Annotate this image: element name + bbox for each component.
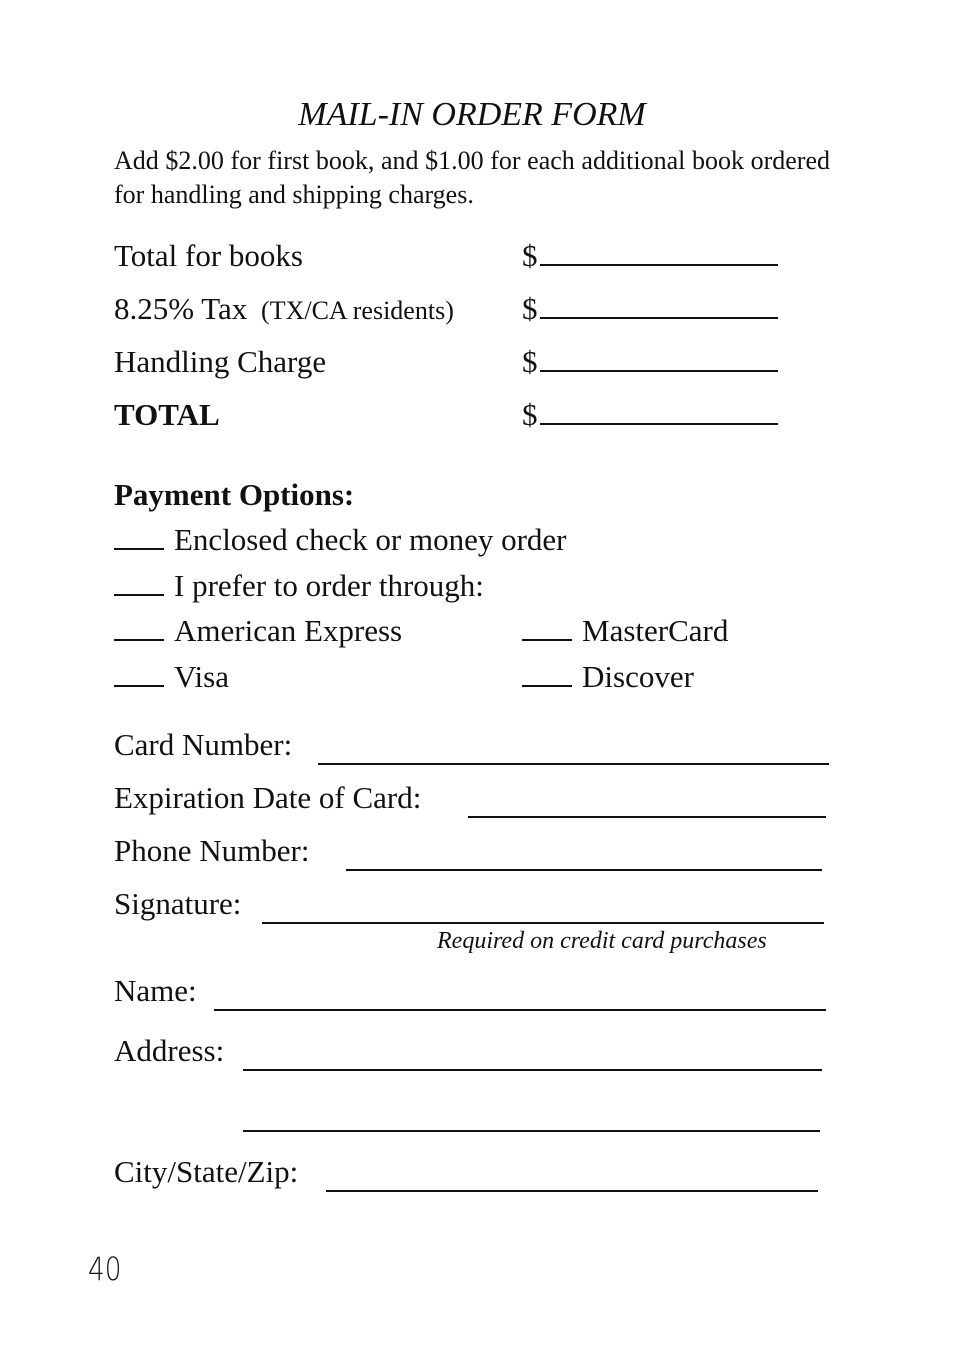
prefer-blank[interactable]	[114, 568, 164, 596]
dollar-sign: $	[522, 291, 538, 326]
card-number-label: Card Number:	[114, 727, 293, 762]
phone-label: Phone Number:	[114, 833, 310, 868]
option-prefer[interactable]	[114, 568, 484, 604]
tax-note: (TX/CA residents)	[261, 296, 454, 325]
dollar-sign: $	[522, 344, 538, 379]
option-check[interactable]	[114, 522, 567, 558]
name-field[interactable]	[214, 1009, 826, 1011]
shipping-instructions: Add $2.00 for first book, and $1.00 for each additional book ordered for handling and shipping charges.	[114, 146, 830, 209]
grand-total-field[interactable]	[522, 397, 778, 433]
discover-blank[interactable]	[522, 659, 572, 687]
amex-blank[interactable]	[114, 613, 164, 641]
handling-blank[interactable]	[540, 344, 778, 372]
card-number-field[interactable]	[318, 763, 829, 765]
total-books-label: Total for books	[114, 238, 303, 273]
option-visa[interactable]	[114, 659, 229, 695]
dollar-sign: $	[522, 397, 538, 432]
tax-field[interactable]	[522, 291, 778, 327]
payment-options-heading: Payment Options:	[114, 477, 355, 512]
grand-total-label: TOTAL	[114, 397, 220, 432]
signature-field[interactable]	[262, 922, 824, 924]
option-discover[interactable]	[522, 659, 694, 695]
option-amex[interactable]	[114, 613, 402, 649]
visa-blank[interactable]	[114, 659, 164, 687]
address-field-line1[interactable]	[243, 1069, 822, 1071]
tax-blank[interactable]	[540, 291, 778, 319]
phone-field[interactable]	[346, 869, 822, 871]
total-books-blank[interactable]	[540, 238, 778, 266]
mastercard-blank[interactable]	[522, 613, 572, 641]
option-mastercard-label: MasterCard	[582, 613, 729, 648]
address-field-line2[interactable]	[243, 1130, 820, 1132]
page-number: 40	[88, 1250, 122, 1288]
handling-label: Handling Charge	[114, 344, 327, 379]
tax-label-group	[114, 291, 454, 327]
name-label: Name:	[114, 973, 197, 1008]
option-amex-label: American Express	[174, 613, 403, 648]
city-state-zip-field[interactable]	[326, 1190, 818, 1192]
total-books-field[interactable]	[522, 238, 778, 274]
form-title: MAIL-IN ORDER FORM	[298, 96, 646, 133]
expiration-label: Expiration Date of Card:	[114, 780, 422, 815]
city-state-zip-label: City/State/Zip:	[114, 1154, 299, 1189]
dollar-sign: $	[522, 238, 538, 273]
signature-note: Required on credit card purchases	[437, 928, 767, 954]
option-prefer-label: I prefer to order through:	[174, 568, 484, 603]
handling-field[interactable]	[522, 344, 778, 380]
option-mastercard[interactable]	[522, 613, 728, 649]
tax-label: 8.25% Tax	[114, 291, 248, 326]
expiration-field[interactable]	[468, 816, 826, 818]
option-visa-label: Visa	[174, 659, 229, 694]
grand-total-blank[interactable]	[540, 397, 778, 425]
option-discover-label: Discover	[582, 659, 694, 694]
check-blank[interactable]	[114, 522, 164, 550]
address-label: Address:	[114, 1033, 225, 1068]
signature-label: Signature:	[114, 886, 242, 921]
option-check-label: Enclosed check or money order	[174, 522, 567, 557]
